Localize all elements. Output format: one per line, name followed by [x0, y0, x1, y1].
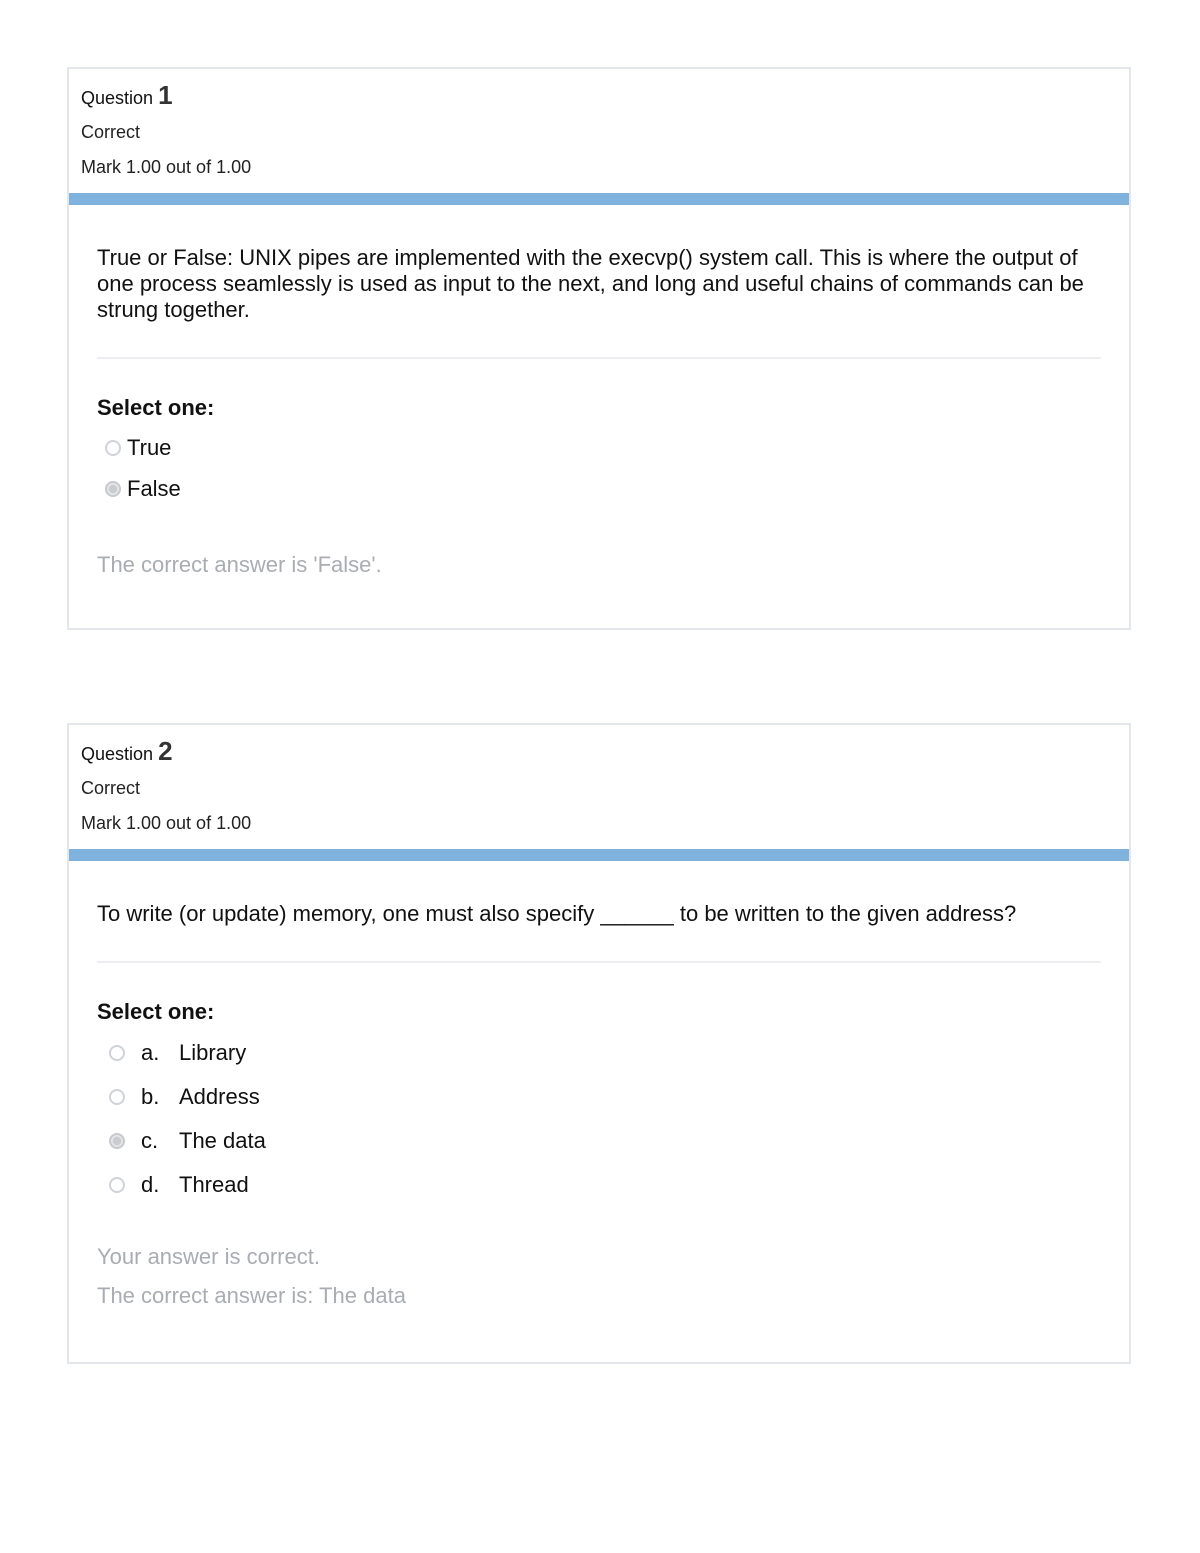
question-state: Correct — [81, 778, 141, 798]
answer-options — [97, 1031, 1101, 1207]
question-number — [81, 80, 1117, 110]
question-text: True or False: UNIX pipes are implemented with the execvp() system call. This is where the output of one process seamlessly is used as input to the next, and long and useful chains of commands can be strung together. — [97, 245, 1101, 359]
radio-button-checked[interactable] — [105, 481, 121, 497]
option-label: Library — [179, 1040, 247, 1065]
radio-button[interactable] — [109, 1045, 125, 1061]
option-true[interactable] — [97, 427, 1101, 468]
question-grade: Mark 1.00 out of 1.00 — [81, 813, 252, 833]
option-false[interactable] — [97, 468, 1101, 509]
question-number-value: 2 — [158, 736, 173, 766]
question-card-2 — [67, 723, 1131, 1364]
question-accent-bar — [69, 193, 1129, 205]
select-prompt: Select one: — [97, 395, 215, 420]
radio-button[interactable] — [109, 1089, 125, 1105]
question-label: Question — [81, 744, 154, 764]
question-card-1 — [67, 67, 1131, 630]
option-letter: a. — [141, 1040, 160, 1065]
question-number — [81, 736, 1117, 766]
option-c[interactable] — [97, 1119, 1101, 1163]
question-state: Correct — [81, 122, 141, 142]
question-label: Question — [81, 88, 154, 108]
radio-button[interactable] — [105, 440, 121, 456]
select-prompt: Select one: — [97, 999, 215, 1024]
question-grade: Mark 1.00 out of 1.00 — [81, 157, 252, 177]
option-letter: c. — [141, 1128, 159, 1153]
option-a[interactable] — [97, 1031, 1101, 1075]
option-letter: b. — [141, 1084, 160, 1109]
question-info — [69, 69, 1129, 193]
option-label: Address — [179, 1084, 260, 1109]
question-feedback — [69, 548, 1129, 628]
option-letter: d. — [141, 1172, 160, 1197]
radio-button-checked[interactable] — [109, 1133, 125, 1149]
correct-answer-text: The correct answer is 'False'. — [97, 552, 382, 577]
question-feedback — [69, 1242, 1129, 1362]
answer-options — [97, 427, 1101, 509]
question-content — [69, 861, 1129, 1207]
specific-feedback-text: Your answer is correct. — [97, 1244, 320, 1269]
option-label: The data — [179, 1128, 266, 1153]
radio-button[interactable] — [109, 1177, 125, 1193]
question-accent-bar — [69, 849, 1129, 861]
question-content — [69, 205, 1129, 509]
option-label: False — [127, 475, 181, 501]
question-number-value: 1 — [158, 80, 173, 110]
correct-answer-text: The correct answer is: The data — [97, 1283, 406, 1308]
option-d[interactable] — [97, 1163, 1101, 1207]
option-b[interactable] — [97, 1075, 1101, 1119]
question-text: To write (or update) memory, one must also specify ______ to be written to the given address? — [97, 901, 1101, 963]
option-label: True — [127, 434, 172, 460]
question-info — [69, 725, 1129, 849]
option-label: Thread — [179, 1172, 249, 1197]
